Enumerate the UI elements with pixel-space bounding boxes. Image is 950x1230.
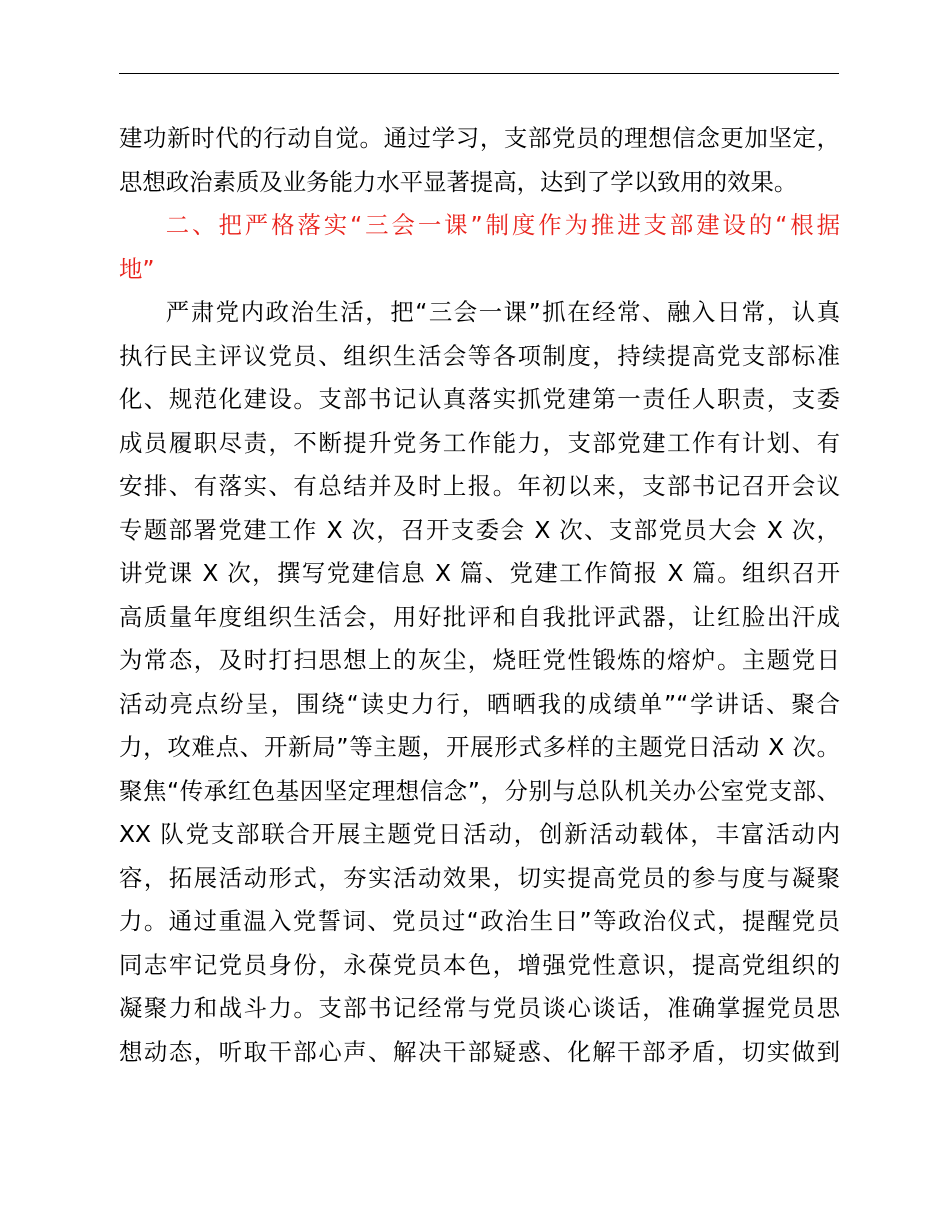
section-heading-line: 地” bbox=[119, 254, 155, 283]
paragraph-line: 活动亮点纷呈，围绕“读史力行，晒晒我的成绩单”“学讲话、聚合 bbox=[119, 689, 840, 718]
header-rule bbox=[119, 73, 839, 74]
paragraph-line: 化、规范化建设。支部书记认真落实抓党建第一责任人职责，支委 bbox=[119, 385, 840, 413]
paragraph-line: 凝聚力和战斗力。支部书记经常与党员谈心谈话，准确掌握党员思 bbox=[119, 994, 840, 1022]
document-body bbox=[119, 117, 840, 1074]
paragraph-line: 聚焦“传承红色基因坚定理想信念”，分别与总队机关办公室党支部、 bbox=[119, 776, 840, 805]
paragraph-line: XX 队党支部联合开展主题党日活动，创新活动载体，丰富活动内 bbox=[119, 820, 840, 848]
paragraph-line: 建功新时代的行动自觉。通过学习，支部党员的理想信念更加坚定， bbox=[119, 124, 840, 152]
paragraph-line: 力。通过重温入党誓词、党员过“政治生日”等政治仪式，提醒党员 bbox=[119, 907, 840, 935]
paragraph-line: 专题部署党建工作 X 次，召开支委会 X 次、支部党员大会 X 次， bbox=[119, 515, 840, 544]
paragraph-line: 容，拓展活动形式，夯实活动效果，切实提高党员的参与度与凝聚 bbox=[119, 863, 840, 892]
paragraph-line: 思想政治素质及业务能力水平显著提高，达到了学以致用的效果。 bbox=[119, 167, 798, 196]
paragraph-line: 高质量年度组织生活会，用好批评和自我批评武器，让红脸出汗成 bbox=[119, 602, 840, 631]
paragraph-line: 安排、有落实、有总结并及时上报。年初以来，支部书记召开会议 bbox=[119, 472, 840, 500]
paragraph-line: 同志牢记党员身份，永葆党员本色，增强党性意识，提高党组织的 bbox=[119, 950, 840, 979]
paragraph-line: 成员履职尽责，不断提升党务工作能力，支部党建工作有计划、有 bbox=[119, 428, 840, 457]
paragraph-line: 想动态，听取干部心声、解决干部疑惑、化解干部矛盾，切实做到 bbox=[119, 1037, 840, 1066]
paragraph-line: 为常态，及时打扫思想上的灰尘，烧旺党性锻炼的熔炉。主题党日 bbox=[119, 646, 840, 674]
paragraph-line: 讲党课 X 次，撰写党建信息 X 篇、党建工作简报 X 篇。组织召开 bbox=[119, 559, 840, 587]
paragraph-line: 执行民主评议党员、组织生活会等各项制度，持续提高党支部标准 bbox=[119, 341, 840, 370]
paragraph-line: 力，攻难点、开新局”等主题，开展形式多样的主题党日活动 X 次。 bbox=[119, 733, 840, 761]
section-heading-line: 二、把严格落实“三会一课”制度作为推进支部建设的“根据 bbox=[165, 211, 840, 239]
paragraph-line: 严肃党内政治生活，把“三会一课”抓在经常、融入日常，认真 bbox=[165, 298, 840, 326]
